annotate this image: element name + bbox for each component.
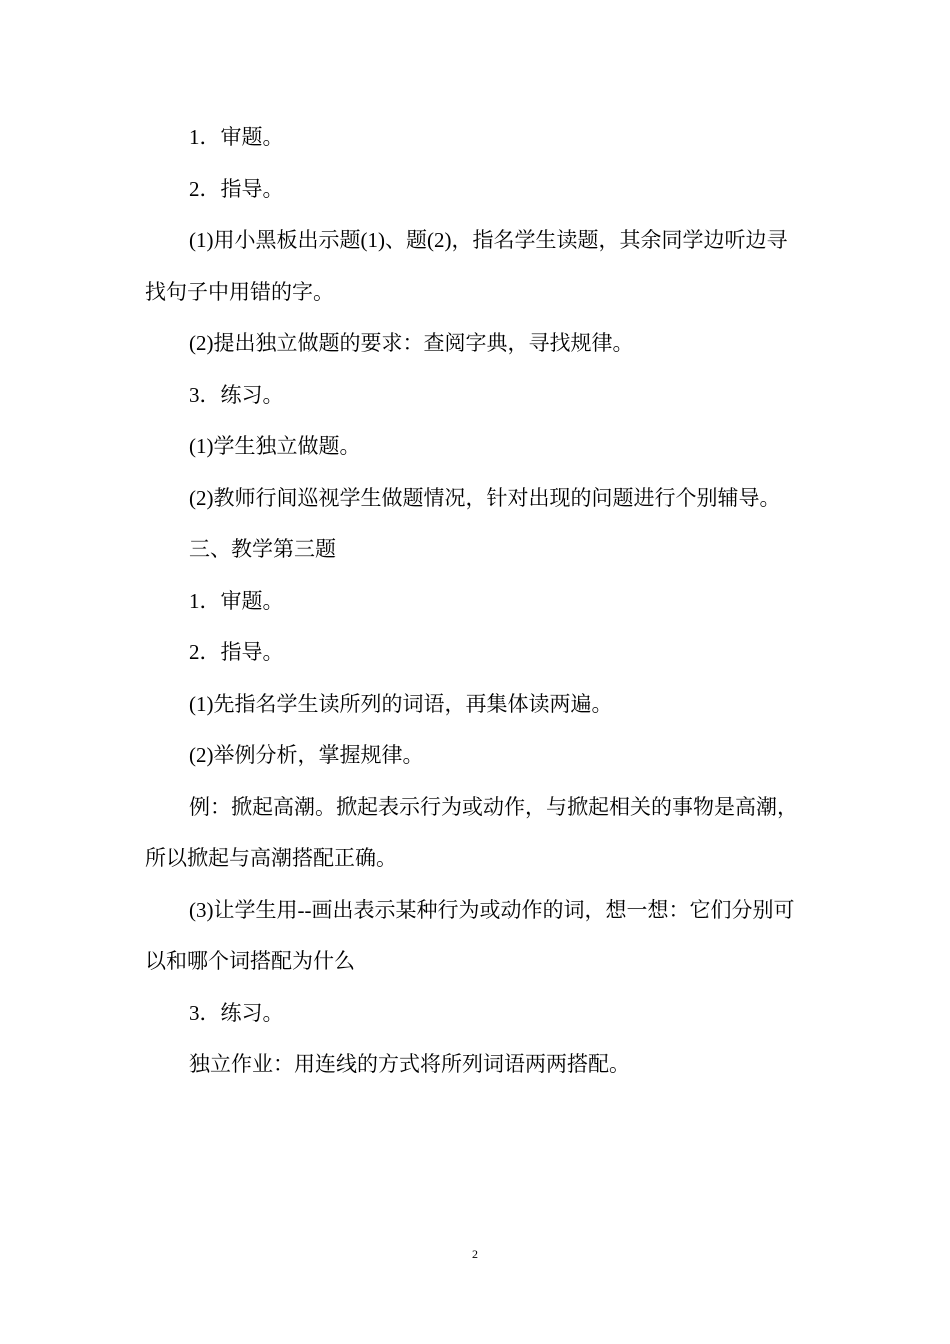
document-body (145, 112, 805, 1091)
paragraph-step-practice: 3．练习。 (189, 382, 284, 407)
paragraph-step-review-2: 1．审题。 (189, 588, 284, 613)
paragraph-step-review: 1．审题。 (189, 125, 284, 149)
paragraph-step-practice-2: 3．练习。 (189, 1000, 284, 1025)
section-heading-three: 三、教学第三题 (189, 537, 336, 561)
page-number: 2 (472, 1247, 478, 1261)
paragraph-example: 例：掀起高潮。掀起表示行为或动作，与掀起相关的事物是高潮，所以掀起与高潮搭配正确。 (145, 794, 798, 870)
paragraph-homework: 独立作业：用连线的方式将所列词语两两搭配。 (189, 1052, 630, 1076)
paragraph-guide-2: (2)提出独立做题的要求：查阅字典，寻找规律。 (189, 331, 634, 355)
paragraph-guide-1: (1)用小黑板出示题(1)、题(2)，指名学生读题，其余同学边听边寻找句子中用错的字。 (145, 228, 788, 304)
paragraph-guide-underline: (3)让学生用--画出表示某种行为或动作的词，想一想：它们分别可以和哪个词搭配为什么 (145, 897, 795, 973)
paragraph-step-guide: 2．指导。 (189, 176, 284, 201)
paragraph-practice-1: (1)学生独立做题。 (189, 434, 361, 458)
paragraph-guide-example: (2)举例分析，掌握规律。 (189, 743, 424, 767)
paragraph-step-guide-2: 2．指导。 (189, 640, 284, 664)
paragraph-guide-read: (1)先指名学生读所列的词语，再集体读两遍。 (189, 691, 613, 716)
paragraph-practice-2: (2)教师行间巡视学生做题情况，针对出现的问题进行个别辅导。 (189, 485, 781, 510)
